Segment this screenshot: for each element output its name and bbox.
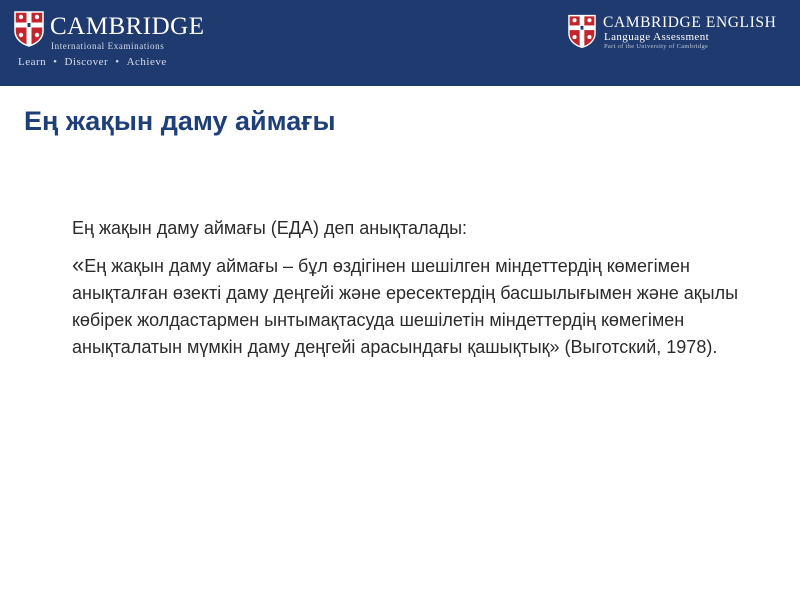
brand-title: CAMBRIDGE ENGLISH: [603, 14, 777, 31]
tagline-separator: •: [115, 56, 120, 68]
tagline-word: Achieve: [126, 56, 167, 68]
brand-title: CAMBRIDGE: [50, 13, 205, 40]
slide-title: Ең жақын даму аймағы: [24, 106, 336, 136]
tagline: [18, 56, 167, 68]
brand-fine-print: Part of the University of Cambridge: [604, 43, 709, 50]
quote-open-mark: «: [72, 252, 85, 277]
tagline-separator: •: [53, 56, 58, 68]
brand-subtitle: Language Assessment: [604, 31, 710, 43]
definition-quote: [72, 251, 762, 361]
cambridge-shield-icon: [568, 14, 596, 49]
brand-subtitle: International Examinations: [51, 41, 165, 51]
cambridge-shield-icon: [14, 11, 44, 47]
slide-body: [72, 215, 762, 361]
tagline-word: Discover: [64, 56, 109, 68]
quote-text: Ең жақын даму аймағы – бұл өздігінен шешілген міндеттердің көмегімен анықталған өзекті даму деңгейі және ересектердің басшылығымен және ақылы көбірек жолдастармен ынтымақтасуда шешілетін міндеттердің көмегімен анықталатын мүмкін даму деңгейі арасындағы қашықтық» (Выготский, 1978).: [72, 256, 739, 357]
tagline-word: Learn: [18, 56, 47, 68]
header-banner: [0, 0, 800, 86]
definition-intro: Ең жақын даму аймағы (ЕДА) деп анықталады:: [72, 218, 468, 238]
